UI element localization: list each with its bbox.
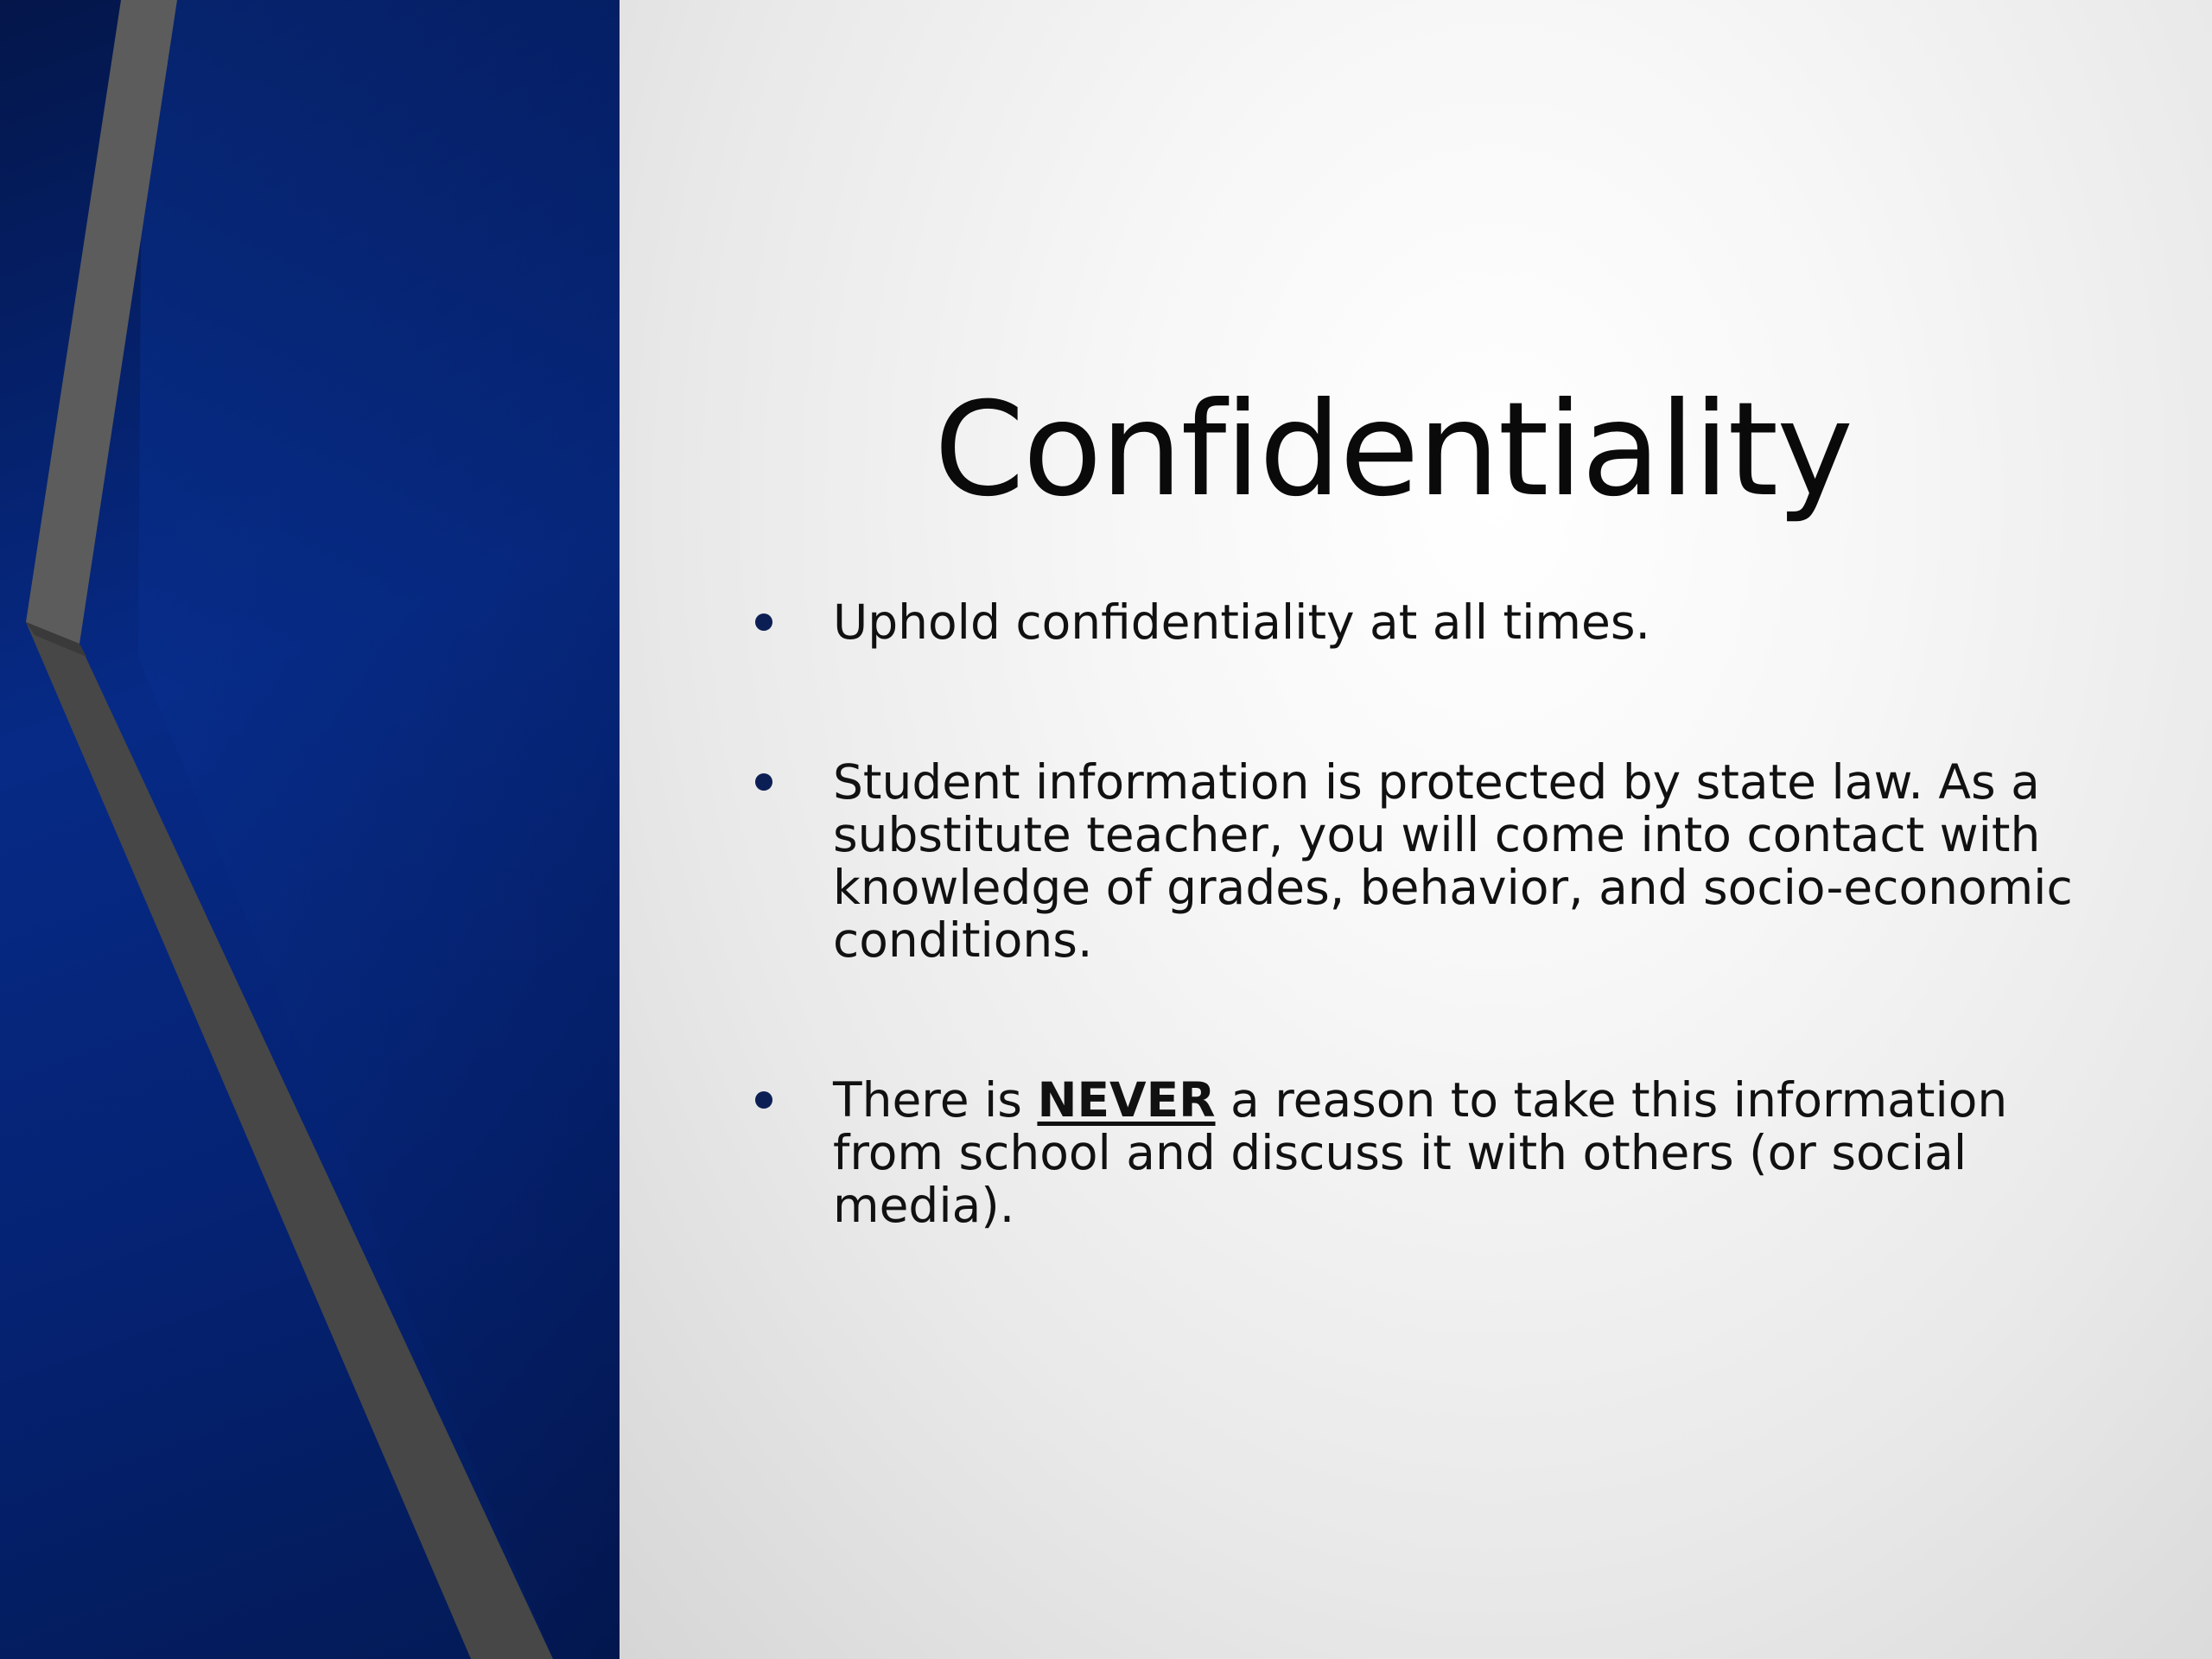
slide-title: Confidentiality (934, 374, 1852, 525)
bullet-text-suffix: a reason to take this information from school and discuss it with others (or social media). (833, 1072, 2008, 1233)
bullet-emphasis: NEVER (1037, 1072, 1216, 1128)
bullet-dot-icon (755, 773, 772, 791)
bullet-item (743, 756, 2091, 967)
bullet-text: Uphold confidentiality at all times. (833, 594, 1650, 650)
bullet-text: Student information is protected by state law. As a substitute teacher, you will come into contact with knowledge of grades, behavior, and socio-economic conditions. (833, 754, 2073, 968)
bullet-item (743, 596, 2091, 649)
bullet-list (743, 596, 2091, 1339)
bullet-dot-icon (755, 1091, 772, 1109)
decorative-stripe-graphic (0, 0, 620, 1659)
bullet-text-prefix: There is (833, 1072, 1038, 1128)
decorative-side-panel (0, 0, 620, 1659)
bullet-item (743, 1074, 2091, 1232)
bullet-dot-icon (755, 613, 772, 631)
